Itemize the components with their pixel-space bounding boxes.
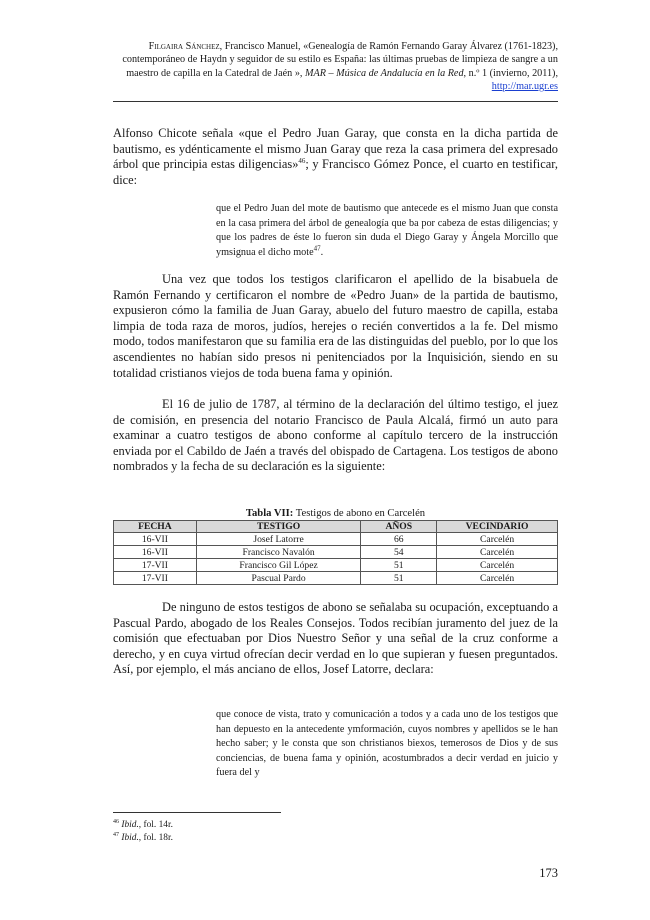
footnote-ref-47[interactable]: 47	[313, 244, 321, 253]
footnote-46	[113, 817, 173, 831]
header-url-link[interactable]: http://mar.ugr.es	[491, 81, 558, 93]
witness-table	[113, 520, 558, 585]
header-author-surname: Filgaira Sánchez	[148, 41, 220, 52]
table-row	[114, 533, 558, 546]
cell-testigo: Francisco Gil López	[196, 559, 361, 572]
footnote-text: , fol. 18r.	[138, 833, 173, 844]
cell-testigo: Francisco Navalón	[196, 546, 361, 559]
cell-anos: 54	[361, 546, 437, 559]
cell-vecindario: Carcelén	[437, 533, 558, 546]
column-header-anos: AÑOS	[361, 521, 437, 533]
table-header-row	[114, 521, 558, 533]
cell-fecha: 17-VII	[114, 572, 197, 585]
table-row	[114, 546, 558, 559]
cell-vecindario: Carcelén	[437, 559, 558, 572]
cell-anos: 51	[361, 559, 437, 572]
cell-vecindario: Carcelén	[437, 546, 558, 559]
footnote-ref-46[interactable]: 46	[298, 157, 306, 166]
header-rule	[113, 101, 558, 102]
table-row	[114, 572, 558, 585]
cell-testigo: Josef Latorre	[196, 533, 361, 546]
footnote-number: 46	[113, 819, 119, 825]
footnote-text: , fol. 14r.	[138, 820, 173, 831]
table-row	[114, 559, 558, 572]
cell-fecha: 16-VII	[114, 533, 197, 546]
page-number: 173	[539, 866, 558, 880]
cell-anos: 51	[361, 572, 437, 585]
footnote-number: 47	[113, 832, 119, 838]
footnote-rule	[113, 812, 281, 813]
header-journal: MAR – Música de Andalucía en la Red	[305, 67, 464, 79]
table-caption-text: Testigos de abono en Carcelén	[293, 508, 426, 519]
cell-anos: 66	[361, 533, 437, 546]
block-quote-1	[216, 202, 558, 260]
footnote-ref: Ibid.	[121, 833, 139, 844]
header-citation: , Francisco Manuel, «Genealogía de Ramón Fernando Garay Álvarez (1761-1823), contemporáneo de Haydn y seguidor de su estilo es España: las últimas pruebas de limpieza de sangre a un maestro de capilla en la Catedral de Jaén »,	[122, 41, 558, 79]
paragraph-1-tail: ; y Francisco Gómez Ponce, el cuarto en testificar, dice:	[113, 157, 558, 187]
paragraph-1	[113, 126, 558, 188]
footnote-47	[113, 830, 173, 844]
footnote-ref: Ibid.	[121, 820, 139, 831]
running-header	[112, 40, 558, 94]
paragraph-4: De ninguno de estos testigos de abono se señalaba su ocupación, exceptuando a Pascual Pardo, abogado de los Reales Consejos. Todos recibían juramento del juez de la comisión que efectuaban por Dios Nuestro Señor y una señal de la cruz conforme a derecho, y en cuya virtud ofrecían decir verdad en lo que supieran y fuesen preguntados. Así, por ejemplo, el más anciano de ellos, Josef Latorre, declara:	[113, 600, 558, 677]
table-caption	[113, 508, 558, 519]
header-issue: , n.º 1 (invierno, 2011),	[463, 67, 558, 79]
cell-testigo: Pascual Pardo	[196, 572, 361, 585]
cell-fecha: 16-VII	[114, 546, 197, 559]
block-quote-2: que conoce de vista, trato y comunicación a todos y a cada uno de los testigos que han depuesto en la antecedente ymformación, cuyos nombres y apellidos se le han hecho saber; y le consta que son christianos biexos, temerosos de Dios y de sus conciencias, de buena fama y opinión, acostumbrados a decir verdad en juicio y fuera del y	[216, 709, 558, 779]
paragraph-2: Una vez que todos los testigos clarificaron el apellido de la bisabuela de Ramón Fernando y certificaron el nombre de «Pedro Juan» de la partida de bautismo, expusieron cómo la familia de Juan Garay, abuelo del futuro maestro de capilla, estaba limpia de toda raza de moros, judíos, herejes o recién convertidos a la fe. Del mismo modo, todos manifestaron que su familia era de las distinguidas del pueblo, por lo que los ascendientes no habían sido presos ni penitenciados por la Inquisición, siendo en su totalidad cristianos viejos de toda buena fama y opinión.	[113, 272, 558, 380]
column-header-fecha: FECHA	[114, 521, 197, 533]
column-header-vecindario: VECINDARIO	[437, 521, 558, 533]
paragraph-1-text: Alfonso Chicote señala «que el Pedro Juan Garay, que consta en la dicha partida de bautismo, es ydénticamente el mismo Juan Garay que reza la casa primera del expresado árbol que principia estas diligencias»	[113, 126, 558, 172]
block-quote-1-tail: .	[320, 246, 324, 258]
table-caption-label: Tabla VII:	[245, 508, 294, 519]
column-header-testigo: TESTIGO	[196, 521, 361, 533]
cell-fecha: 17-VII	[114, 559, 197, 572]
block-quote-1-text: que el Pedro Juan del mote de bautismo que antecede es el mismo Juan que consta en la casa primera del árbol de genealogía que ba por cabeza de estas diligencias; y que los padres de éste lo fueron sin duda el Diego Garay y Ángela Morcillo que ymsignua el dicho mote	[216, 203, 558, 258]
paragraph-3: El 16 de julio de 1787, al término de la declaración del último testigo, el juez de comisión, en presencia del notario Francisco de Paula Alcalá, firmó un auto para examinar a cuatro testigos de abono conforme al capítulo tercero de la instrucción enviada por el Cabildo de Jaén a través del obispado de Cartagena. Los testigos de abono nombrados y la fecha de su declaración es la siguiente:	[113, 397, 558, 474]
cell-vecindario: Carcelén	[437, 572, 558, 585]
